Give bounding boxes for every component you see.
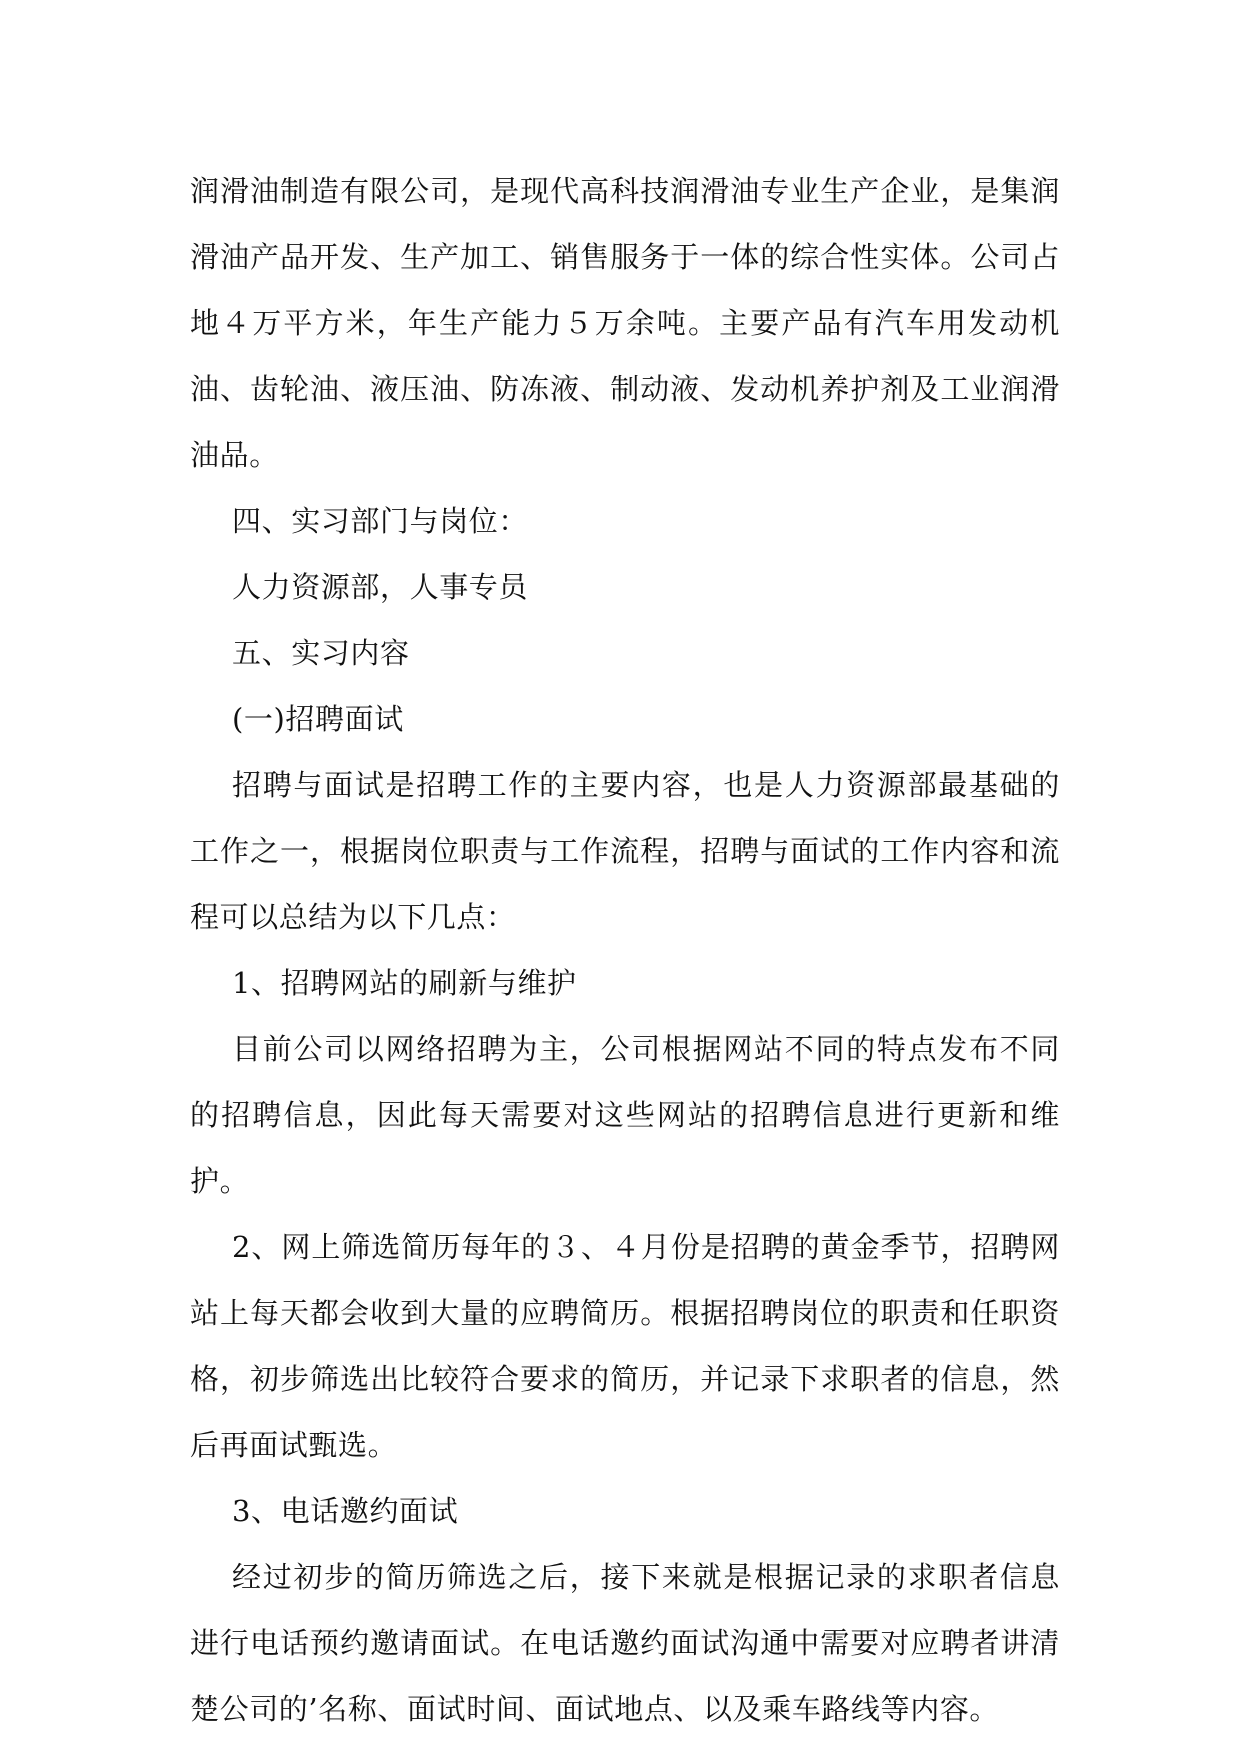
department-position-text: 人力资源部，人事专员 [232,570,529,604]
website-maintenance-paragraph: 目前公司以网络招聘为主，公司根据网站不同的特点发布不同的招聘信息，因此每天需要对这些网站的招聘信息进行更新和维护。 [190,1032,1060,1198]
recruitment-intro-paragraph: 招聘与面试是招聘工作的主要内容，也是人力资源部最基础的工作之一，根据岗位职责与工作流程，招聘与面试的工作内容和流程可以总结为以下几点： [190,768,1060,934]
document-body [190,158,1060,1742]
item-heading-phone-invitation: 3、电话邀约面试 [232,1494,459,1528]
phone-invitation-paragraph: 经过初步的简历筛选之后，接下来就是根据记录的求职者信息进行电话预约邀请面试。在电话邀约面试沟通中需要对应聘者讲清楚公司的’名称、面试时间、面试地点、以及乘车路线等内容。 [190,1560,1060,1726]
section-heading-internship-content: 五、实习内容 [232,636,410,670]
section-heading-internship-department: 四、实习部门与岗位： [232,504,529,538]
subheading-recruitment-interview: (一)招聘面试 [232,702,404,736]
resume-screening-paragraph: 2、网上筛选简历每年的３、４月份是招聘的黄金季节，招聘网站上每天都会收到大量的应聘简历。根据招聘岗位的职责和任职资格，初步筛选出比较符合要求的简历，并记录下求职者的信息，然后再面试甄选。 [190,1230,1060,1462]
item-heading-website-maintenance: 1、招聘网站的刷新与维护 [232,966,577,1000]
company-intro-paragraph: 润滑油制造有限公司，是现代高科技润滑油专业生产企业，是集润滑油产品开发、生产加工、销售服务于一体的综合性实体。公司占地４万平方米，年生产能力５万余吨。主要产品有汽车用发动机油、齿轮油、液压油、防冻液、制动液、发动机养护剂及工业润滑油品。 [190,174,1060,472]
